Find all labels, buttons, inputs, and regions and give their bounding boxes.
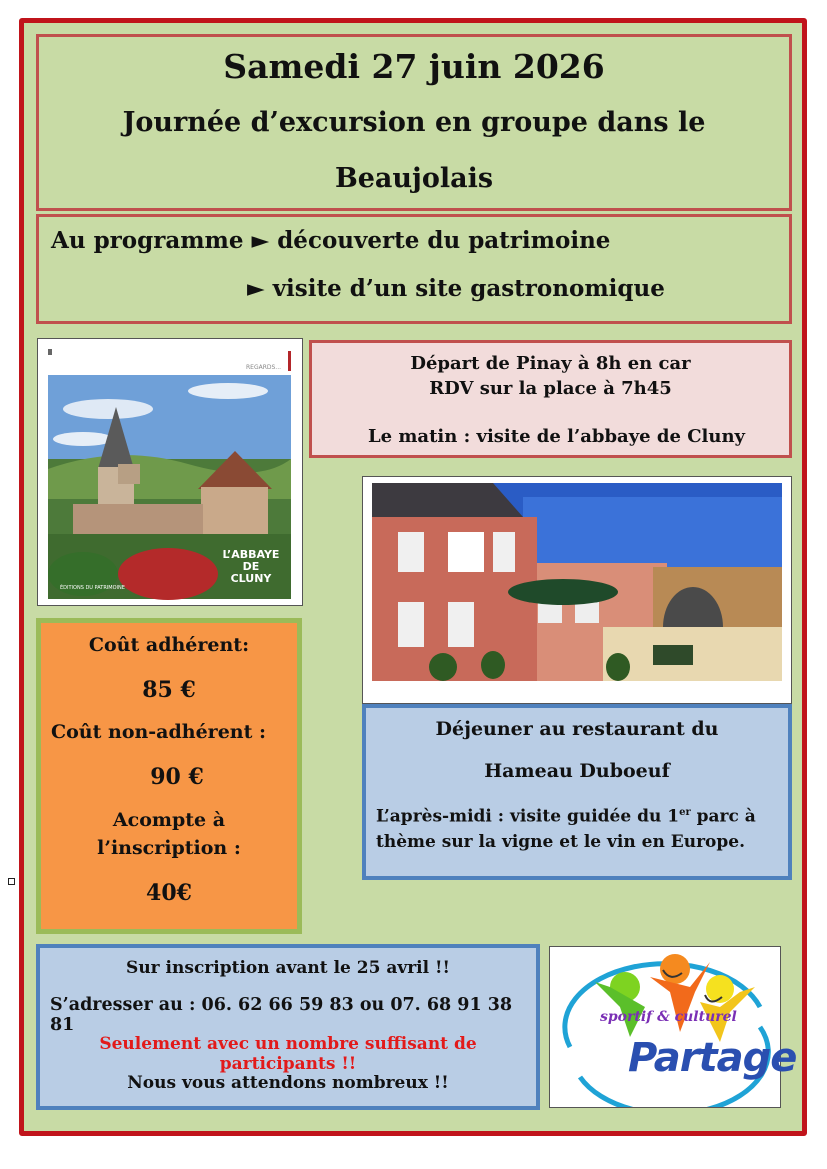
lunch-box	[362, 704, 792, 880]
cover-corner-text: REGARDS...	[246, 364, 282, 371]
nonmember-cost-label: Coût non-adhérent :	[51, 721, 267, 743]
closing-line: Nous vous attendons nombreux !!	[127, 1073, 449, 1093]
member-cost-value: 85 €	[142, 677, 196, 703]
price-box	[36, 618, 302, 934]
lunch-line1: Déjeuner au restaurant du	[435, 718, 719, 740]
cover-title-2: DE	[242, 560, 260, 573]
deposit-label-2: l’inscription :	[97, 837, 241, 859]
deposit-value: 40€	[146, 880, 192, 906]
partage-logo	[549, 946, 797, 1108]
afternoon-visit: L’après-midi : visite guidée du 1er parc à thème sur la vigne et le vin en Europe.	[376, 806, 756, 852]
logo-name: Partage	[628, 1035, 797, 1081]
deposit-label-1: Acompte à	[112, 809, 226, 831]
lunch-line2: Hameau Duboeuf	[484, 760, 670, 782]
morning-visit: Le matin : visite de l’abbaye de Cluny	[368, 426, 745, 447]
event-date: Samedi 27 juin 2026	[223, 47, 605, 86]
stray-marker	[8, 878, 15, 885]
cover-title-3: CLUNY	[230, 572, 272, 585]
nonmember-cost-value: 90 €	[150, 764, 204, 790]
registration-deadline: Sur inscription avant le 25 avril !!	[126, 958, 450, 978]
programme-box	[36, 214, 792, 324]
event-title-line1: Journée d’excursion en groupe dans le	[122, 107, 706, 138]
contact-phones: S’adresser au : 06. 62 66 59 83 ou 07. 68 91 38 81	[50, 995, 513, 1035]
title-box	[36, 34, 792, 211]
departure-line2: RDV sur la place à 7h45	[429, 378, 672, 399]
cluny-abbey-book-cover	[37, 338, 303, 606]
info-box	[36, 944, 540, 1110]
cover-publisher: ÉDITIONS DU PATRIMOINE	[60, 585, 125, 591]
hameau-duboeuf-photo	[362, 476, 792, 704]
departure-box	[309, 340, 792, 458]
programme-line2: ► visite d’un site gastronomique	[247, 275, 665, 302]
programme-line1: Au programme ► découverte du patrimoine	[51, 227, 611, 254]
minimum-participants-warning: Seulement avec un nombre suffisant de participants !!	[99, 1034, 477, 1074]
departure-line1: Départ de Pinay à 8h en car	[410, 353, 691, 374]
logo-tagline: sportif & culturel	[600, 1009, 737, 1025]
cover-title-1: L’ABBAYE	[222, 548, 280, 561]
event-title-line2: Beaujolais	[334, 163, 494, 194]
member-cost-label: Coût adhérent:	[88, 634, 250, 656]
